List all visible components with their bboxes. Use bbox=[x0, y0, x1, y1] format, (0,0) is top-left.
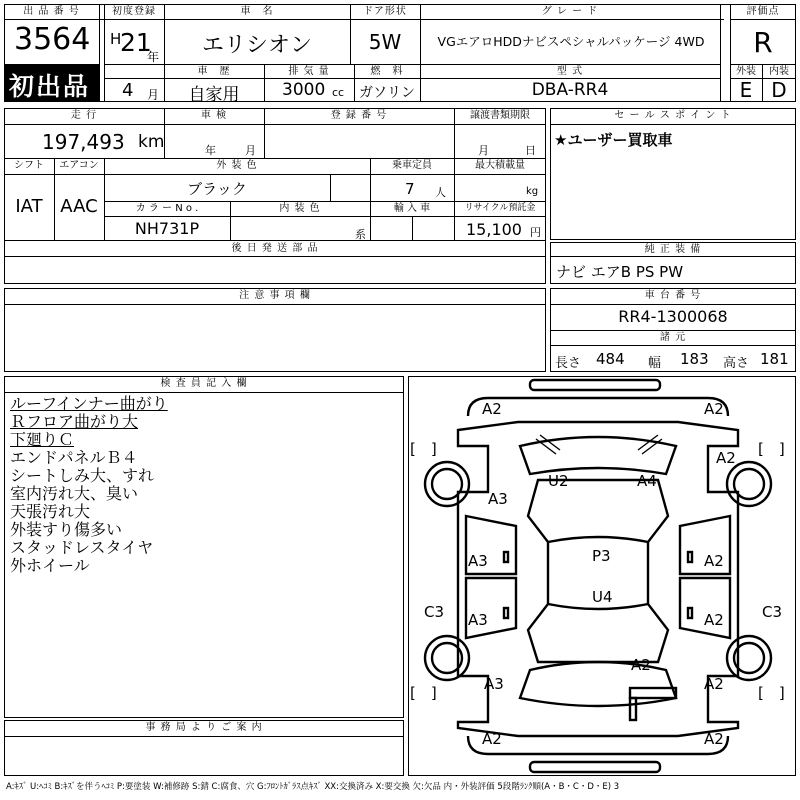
reg-month-unit: 月 bbox=[147, 88, 160, 102]
door-type: 5W bbox=[368, 30, 402, 54]
mark-fl-corner: A2 bbox=[482, 400, 502, 418]
chassis-number: RR4-1300068 bbox=[618, 307, 728, 326]
recycle-label: リサイクル預託金 bbox=[464, 203, 536, 213]
fuel: ガソリン bbox=[359, 85, 415, 101]
model-code: DBA-RR4 bbox=[531, 80, 609, 100]
displacement-unit: cc bbox=[332, 86, 345, 99]
mark-fr-corner: A2 bbox=[704, 400, 724, 418]
inspector-line: ルーフインナー曲がり bbox=[10, 394, 168, 413]
transfer-month-unit: 月 bbox=[478, 144, 489, 157]
exterior-color-label: 外 装 色 bbox=[216, 160, 258, 171]
capacity-unit: 人 bbox=[435, 186, 446, 199]
mileage-value: 197,493 bbox=[42, 130, 125, 154]
notes-label: 注 意 事 項 欄 bbox=[239, 290, 311, 301]
inspector-line: 天張汚れ大 bbox=[10, 502, 91, 521]
shaken-month-unit: 月 bbox=[245, 144, 256, 157]
mark-left-rear-door: A3 bbox=[468, 611, 488, 629]
later-parts-label: 後 日 発 送 部 品 bbox=[231, 243, 319, 254]
inspector-line: 外ホイール bbox=[10, 556, 90, 575]
recycle-unit: 円 bbox=[530, 226, 541, 239]
inspector-line: シートしみ大、すれ bbox=[10, 466, 155, 485]
mark-left-rear-fender: A3 bbox=[484, 675, 504, 693]
reg-year-unit: 年 bbox=[147, 50, 160, 64]
mark-rear-quarter: A2 bbox=[631, 656, 651, 674]
reg-label: 初度登録 bbox=[112, 6, 156, 17]
mark-left-rocker: C3 bbox=[424, 603, 445, 621]
aircon-label: エアコン bbox=[59, 160, 99, 171]
history: 自家用 bbox=[188, 85, 240, 105]
inspector-line: 外装すり傷多い bbox=[10, 520, 123, 539]
width-label: 幅 bbox=[648, 356, 662, 371]
office-label: 事 務 局 よ り ご 案 内 bbox=[145, 722, 263, 733]
shift-label: シフト bbox=[14, 160, 44, 171]
registration-label: 登 録 番 号 bbox=[330, 110, 388, 121]
mark-roof-front-right: A4 bbox=[637, 472, 657, 490]
shaken-label: 車 検 bbox=[200, 110, 228, 121]
score-label: 評価点 bbox=[746, 6, 780, 17]
interior-color-unit: 系 bbox=[355, 228, 366, 241]
color-no: NH731P bbox=[134, 219, 200, 238]
displacement-label: 排 気 量 bbox=[288, 66, 330, 77]
mark-right-front-fender: A2 bbox=[716, 449, 736, 467]
mark-bracket-right-2: [ ] bbox=[758, 684, 785, 702]
height-label: 高さ bbox=[723, 356, 750, 371]
inspector-line: スタッドレスタイヤ bbox=[10, 538, 154, 557]
mark-roof-front-left: U2 bbox=[548, 472, 569, 490]
dimensions-label: 諸 元 bbox=[659, 332, 687, 343]
mileage-unit: km bbox=[138, 132, 165, 152]
grade-label: グ レ ー ド bbox=[541, 6, 599, 17]
reg-era: H bbox=[110, 30, 122, 48]
mark-bracket-left-2: [ ] bbox=[410, 684, 437, 702]
transfer-doc-label: 譲渡書類期限 bbox=[470, 110, 530, 121]
capacity-label: 乗車定員 bbox=[392, 160, 432, 171]
width-value: 183 bbox=[680, 350, 709, 368]
door-label: ドア形状 bbox=[363, 6, 407, 17]
reg-year: 21 bbox=[120, 28, 152, 57]
mark-left-front-door: A3 bbox=[468, 552, 488, 570]
chassis-label: 車 台 番 号 bbox=[644, 290, 702, 301]
mark-right-rear-fender: A2 bbox=[704, 675, 724, 693]
fuel-label: 燃 料 bbox=[370, 66, 404, 77]
score: R bbox=[753, 26, 773, 59]
length-value: 484 bbox=[596, 350, 625, 368]
max-load-label: 最大積載量 bbox=[475, 160, 525, 171]
reg-month: 4 bbox=[122, 80, 134, 101]
mark-bracket-right-1: [ ] bbox=[758, 440, 785, 458]
height-value: 181 bbox=[760, 350, 789, 368]
grade: VGエアロHDDナビスペシャルパッケージ 4WD bbox=[437, 34, 705, 49]
model-label: 型 式 bbox=[556, 66, 584, 77]
inspector-label: 検 査 員 記 入 欄 bbox=[160, 378, 248, 389]
car-name-label: 車 名 bbox=[240, 6, 274, 17]
shaken-year-unit: 年 bbox=[205, 144, 216, 157]
inspector-line: エンドパネルＢ４ bbox=[10, 448, 138, 467]
mark-bracket-left-1: [ ] bbox=[410, 440, 437, 458]
import-label: 輸 入 車 bbox=[393, 203, 431, 214]
mark-right-rocker: C3 bbox=[762, 603, 783, 621]
first-time-badge-text: 初出品 bbox=[9, 72, 91, 101]
mark-left-side-front: A3 bbox=[488, 490, 508, 508]
sales-point-label: セ ー ル ス ポ イ ン ト bbox=[614, 110, 732, 121]
exterior-grade: E bbox=[739, 78, 753, 102]
exterior-color: ブラック bbox=[187, 180, 247, 198]
equipment-label: 純 正 装 備 bbox=[644, 244, 702, 255]
max-load-unit: kg bbox=[526, 186, 539, 197]
aircon-value: AAC bbox=[60, 196, 98, 217]
interior-color-label: 内 装 色 bbox=[279, 203, 321, 214]
history-label: 車 歴 bbox=[197, 66, 231, 77]
transfer-day-unit: 日 bbox=[525, 144, 536, 157]
equipment-text: ナビ エアB PS PW bbox=[556, 263, 684, 281]
mileage-label: 走 行 bbox=[70, 110, 98, 121]
displacement: 3000 bbox=[282, 80, 326, 100]
mark-roof-mid: P3 bbox=[592, 547, 611, 565]
lot-number: 3564 bbox=[14, 22, 91, 57]
inspector-line: 室内汚れ大、臭い bbox=[10, 484, 139, 503]
sales-point-frame bbox=[550, 108, 796, 240]
shift-value: IAT bbox=[15, 196, 43, 217]
inspector-line: Ｒフロア曲がり大 bbox=[10, 412, 139, 431]
exterior-grade-label: 外装 bbox=[736, 66, 756, 77]
capacity-value: 7 bbox=[405, 180, 415, 198]
interior-grade-label: 内装 bbox=[769, 66, 789, 77]
mark-right-rear-door: A2 bbox=[704, 611, 724, 629]
mark-rr-corner: A2 bbox=[704, 730, 724, 748]
mark-rl-corner: A2 bbox=[482, 730, 502, 748]
length-label: 長さ bbox=[555, 356, 582, 371]
inspector-line: 下廻りＣ bbox=[10, 430, 75, 449]
recycle-value: 15,100 bbox=[466, 220, 522, 239]
mark-right-front-door: A2 bbox=[704, 552, 724, 570]
car-diagram bbox=[408, 376, 796, 776]
sales-point-text: ★ユーザー買取車 bbox=[554, 131, 673, 149]
interior-grade: D bbox=[771, 78, 787, 102]
lot-label: 出 品 番 号 bbox=[23, 6, 80, 17]
footer-legend: A:ｷｽﾞ U:ﾍｺﾐ B:ｷｽﾞを伴うﾍｺﾐ P:要塗装 W:補修跡 S:錆 C:腐食、穴 G:ﾌﾛﾝﾄｶﾞﾗｽ点ｷｽﾞ XX:交換済み X:要交換 欠:欠品 内・外装評価 5段階ﾗﾝｸ順(A・B・C・D・E) 3 bbox=[6, 782, 620, 792]
mark-roof-rear: U4 bbox=[592, 588, 613, 606]
car-name: エリシオン bbox=[201, 33, 312, 58]
color-no-label: カ ラ ー N o . bbox=[135, 203, 199, 214]
